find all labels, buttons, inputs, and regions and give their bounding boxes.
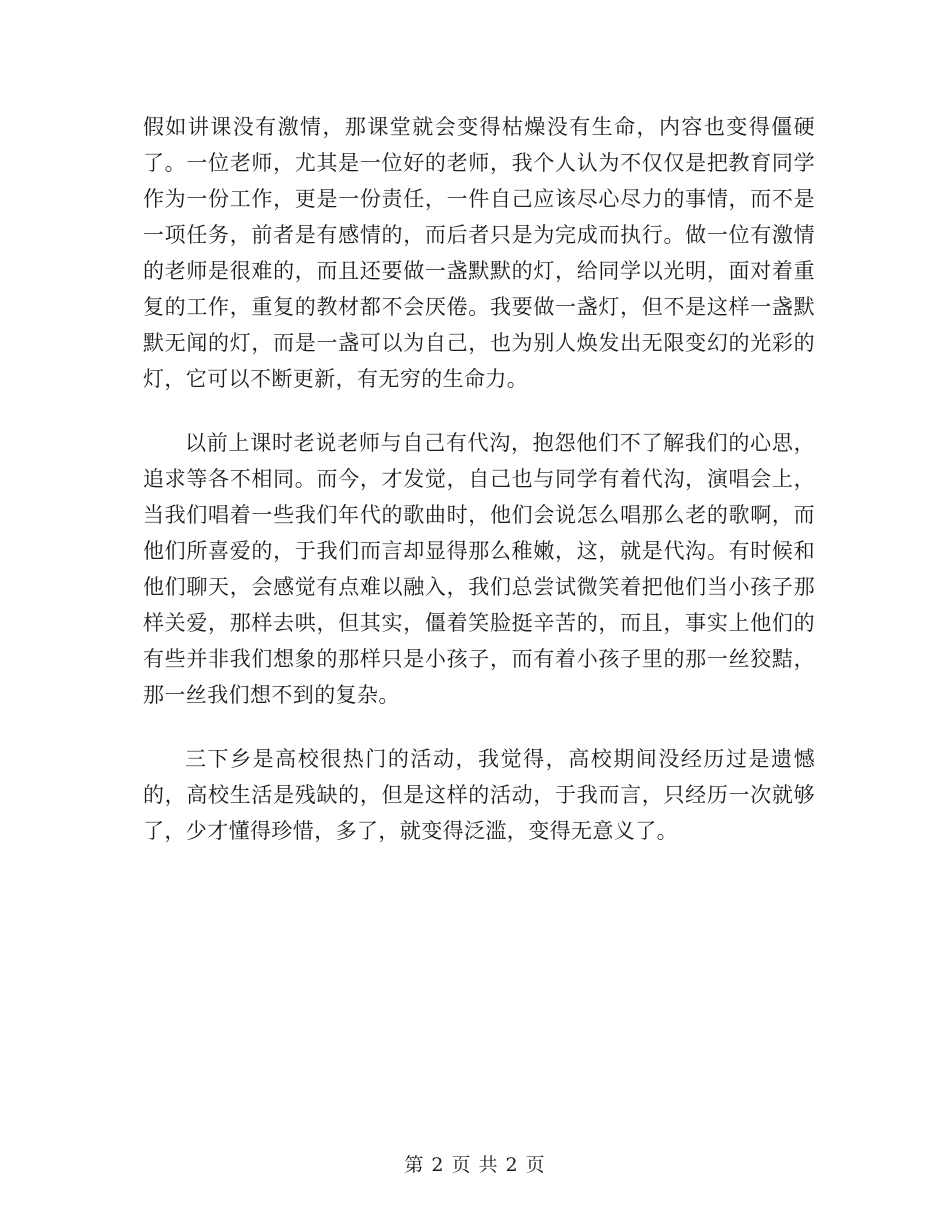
page-number-footer: 第 2 页 共 2 页 [404, 1154, 546, 1176]
paragraph-2: 以前上课时老说老师与自己有代沟，抱怨他们不了解我们的心思，追求等各不相同。而今，才发觉，自己也与同学有着代沟，演唱会上，当我们唱着一些我们年代的歌曲时，他们会说怎么唱那么老的歌啊，而他们所喜爱的，于我们而言却显得那么稚嫩，这，就是代沟。有时候和他们聊天，会感觉有点难以融入，我们总尝试微笑着把他们当小孩子那样关爱，那样去哄，但其实，僵着笑脸挺辛苦的，而且，事实上他们的有些并非我们想象的那样只是小孩子，而有着小孩子里的那一丝狡黠，那一丝我们想不到的复杂。 [143, 431, 815, 707]
document-body [143, 109, 815, 849]
paragraph-3: 三下乡是高校很热门的活动，我觉得，高校期间没经历过是遗憾的，高校生活是残缺的，但是这样的活动，于我而言，只经历一次就够了，少才懂得珍惜，多了，就变得泛滥，变得无意义了。 [143, 747, 815, 843]
paragraph-1: 假如讲课没有激情，那课堂就会变得枯燥没有生命，内容也变得僵硬了。一位老师，尤其是一位好的老师，我个人认为不仅仅是把教育同学作为一份工作，更是一份责任，一件自己应该尽心尽力的事情，而不是一项任务，前者是有感情的，而后者只是为完成而执行。做一位有激情的老师是很难的，而且还要做一盏默默的灯，给同学以光明，面对着重复的工作，重复的教材都不会厌倦。我要做一盏灯，但不是这样一盏默默无闻的灯，而是一盏可以为自己，也为别人焕发出无限变幻的光彩的灯，它可以不断更新，有无穷的生命力。 [143, 115, 815, 391]
